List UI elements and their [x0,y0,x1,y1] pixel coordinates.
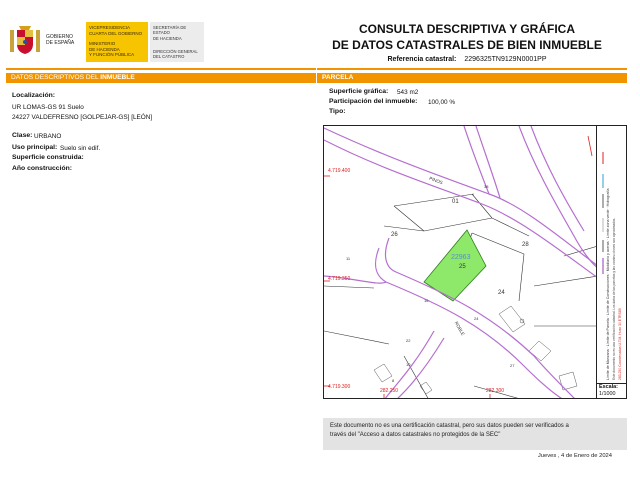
street-label-pinos: PINOS [428,175,444,186]
road-number: 38 [484,184,489,189]
vicepresidency-block: VICEPRESIDENCIA CUARTA DEL GOBIERNO MINISTERIO DE HACIENDA Y FUNCIÓN PÚBLICA [86,22,148,62]
participation-label: Participación del inmueble: [329,98,418,105]
coat-of-arms-icon [8,24,42,58]
ref-value: 2296325TN9129N0001PP [464,56,547,63]
legend-coords: 283.250 Coordenadas U.T.M. Huso 30 ETRS89 [618,308,622,380]
cadastral-map [323,125,597,399]
scale-box [597,383,627,399]
road-number: 8 [392,378,395,383]
use-value: Suelo sin edif. [60,144,101,152]
subject-parcel [424,230,486,301]
road-number: 24 [474,316,479,321]
coord-label-east-2: 282.300 [486,388,505,394]
descriptive-data-header: DATOS DESCRIPTIVOS DEL INMUEBLE [6,73,316,83]
use-label: Uso principal: [12,144,58,151]
participation-value: 100,00 % [428,98,456,106]
left-divider-line [6,68,316,70]
ref-label: Referencia catastral: [387,56,457,63]
legend-note: Este documento no es una certificación catastral. Los datos de las parcelas y las construcciones son aproximados. [612,217,616,380]
address-line1: UR LOMAS-GS 91 Suelo [12,104,84,111]
type-label: Tipo: [329,108,346,115]
scale-value: 1/1000 [599,391,616,397]
coord-label-north-2: 4.719.350 [328,276,351,282]
road-number: 22 [406,338,411,343]
note-line2: través del "Acceso a datos catastrales no protegidos de la SEC" [330,432,501,438]
graphic-area-label: Superficie gráfica: [329,88,389,95]
government-logo-block [6,22,202,62]
location-label: Localización: [12,92,56,99]
map-legend-panel [597,125,627,399]
class-value: URBANO [34,132,62,140]
right-divider-line [317,68,627,70]
parcel-label-28: 28 [522,242,529,248]
road-number: 16 [424,298,429,303]
note-line1: Este documento no es una certificación catastral, pero sus datos pueden ser verificados a [330,423,569,429]
street-label-roble: ROBLE [453,320,466,337]
coord-label-north-1: 4.719.400 [328,168,351,174]
built-area-label: Superficie construida: [12,154,84,161]
legend-items: Límite de Manzana · Límite de Parcela · Límite de Construcciones · Mobiliario y aceras · Límite zona verde · Hidrografía [606,188,610,380]
graphic-area-value: 543 m2 [397,88,419,96]
government-name: GOBIERNO DE ESPAÑA [46,34,75,46]
parcel-label-26: 26 [391,232,398,238]
secretariat-block: SECRETARÍA DE ESTADO DE HACIENDA DIRECCIÓN GENERAL DEL CATASTRO [150,22,204,62]
document-title-line2: DE DATOS CATASTRALES DE BIEN INMUEBLE [332,38,602,52]
document-title-line1: CONSULTA DESCRIPTIVA Y GRÁFICA [358,22,575,36]
parcel-header: PARCELA [317,73,627,83]
address-line2: 24227 VALDEFRESNO [GOLPEJAR-GS] [LEÓN] [12,114,153,121]
class-label: Clase: [12,132,33,139]
parcel-label-24: 24 [498,290,505,296]
coord-label-north-3: 4.719.300 [328,384,351,390]
document-date: Jueves , 4 de Enero de 2024 [537,453,612,459]
road-number: 27 [510,363,515,368]
scale-label: Escala: [599,384,618,390]
map-drawing [324,126,597,399]
parcel-label-01: 01 [452,199,459,205]
road-number: 11 [346,256,351,261]
parcel-number-label: 25 [459,264,466,270]
parcel-ref-label: 22963 [451,254,471,261]
construction-year-label: Año construcción: [12,165,73,172]
road-number: 10 [406,362,411,367]
coord-label-east-1: 282.250 [380,388,399,394]
verification-note [323,418,627,450]
cadastral-reference [322,56,612,63]
